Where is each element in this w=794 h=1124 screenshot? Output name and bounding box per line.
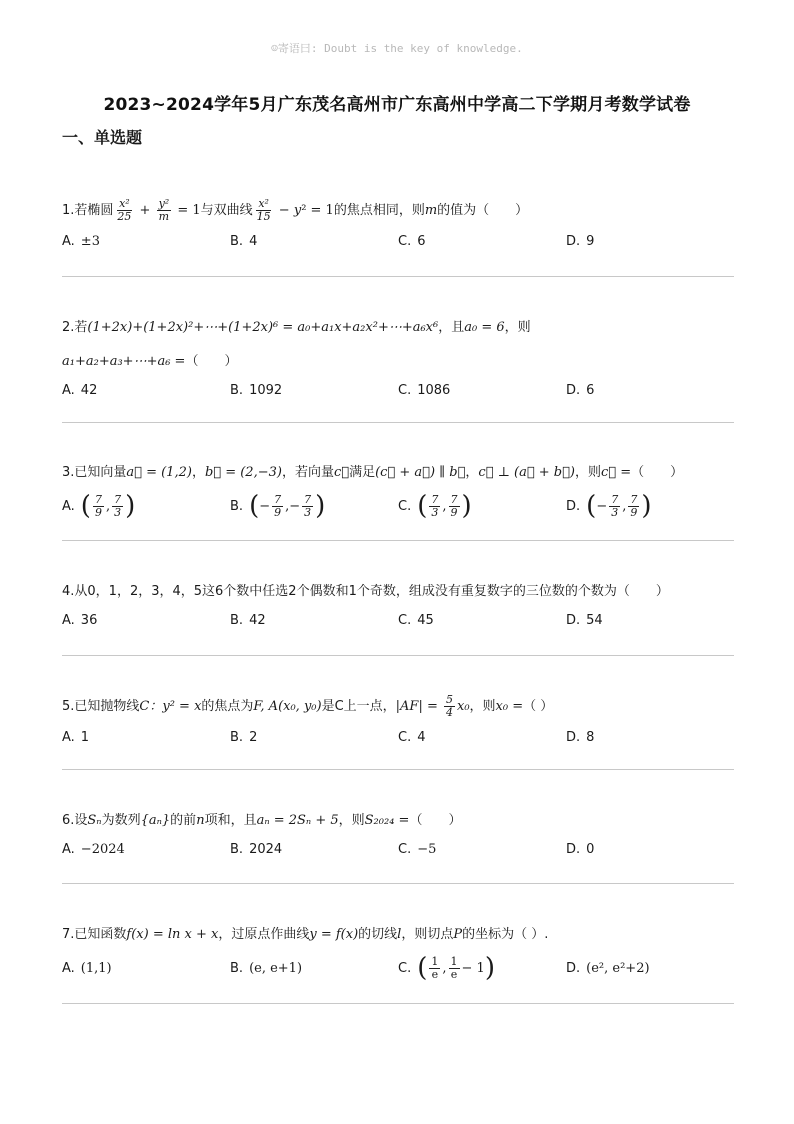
option-d[interactable]: D. 0 — [566, 841, 595, 857]
option-d[interactable]: D. 8 — [566, 729, 595, 745]
option-b[interactable]: B. 1092 — [230, 382, 283, 398]
option-b[interactable]: B. 42 — [230, 612, 266, 628]
question-4 — [62, 582, 734, 632]
options-row — [62, 378, 734, 402]
question-1 — [62, 198, 734, 253]
option-b[interactable]: B. 2024 — [230, 841, 283, 857]
divider — [62, 422, 734, 423]
question-stem: 7.已知函数f(x) = ln x + x，过原点作曲线y = f(x)的切线l，则切点P的坐标为（ ）. — [62, 927, 549, 942]
options-row — [62, 608, 734, 632]
question-stem: 6.设Sₙ为数列{aₙ}的前n项和，且aₙ = 2Sₙ + 5，则S₂₀₂₄ =（ ） — [62, 813, 462, 828]
divider — [62, 1003, 734, 1004]
divider — [62, 276, 734, 277]
option-b[interactable]: B. ( − $\frac{7}{9}$ ,− $\frac{7}{3}$ ) — [230, 491, 326, 521]
question-stem: 3.已知向量a⃗ = (1,2)，b⃗ = (2,−3)，若向量c⃗满足(c⃗ + a⃗) ∥ b⃗，c⃗ ⊥ (a⃗ + b⃗)，则c⃗ =（ ） — [62, 465, 684, 480]
options-row — [62, 725, 734, 749]
question-stem: 4.从0，1，2，3，4，5这6个数中任选2个偶数和1个奇数，组成没有重复数字的三位数的个数为（ ） — [62, 584, 669, 599]
question-5 — [62, 694, 734, 749]
option-a[interactable]: A. ( $\frac{7}{9}$ , $\frac{7}{3}$ ) — [62, 491, 136, 521]
question-stem-line2: a₁+a₂+a₃+⋯+a₆ =（ ） — [62, 354, 238, 369]
question-2 — [62, 318, 734, 402]
option-d[interactable]: D. 9 — [566, 233, 595, 249]
watermark: ☺寄语曰: Doubt is the key of knowledge. — [271, 42, 523, 55]
divider — [62, 540, 734, 541]
options-row — [62, 837, 734, 861]
option-c[interactable]: C. −5 — [398, 841, 437, 857]
option-a[interactable]: A. 1 — [62, 729, 90, 745]
option-b[interactable]: B. (e, e+1) — [230, 960, 303, 976]
option-d[interactable]: D. ( − $\frac{7}{3}$ , $\frac{7}{9}$ ) — [566, 491, 652, 521]
divider — [62, 769, 734, 770]
divider — [62, 655, 734, 656]
options-row — [62, 489, 734, 523]
question-6 — [62, 811, 734, 861]
option-c[interactable]: C. ( $\frac{1}{e}$ , $\frac{1}{e}$ − 1 ) — [398, 953, 495, 983]
option-b[interactable]: B. 4 — [230, 233, 258, 249]
option-d[interactable]: D. 6 — [566, 382, 595, 398]
option-c[interactable]: C. 4 — [398, 729, 426, 745]
option-a[interactable]: A. 42 — [62, 382, 98, 398]
options-row — [62, 951, 734, 985]
option-b[interactable]: B. 2 — [230, 729, 258, 745]
question-stem: 5.已知抛物线C：y² = x的焦点为F, A(x₀, y₀)是C上一点，|AF| = $\frac{5}{4}$ x₀，则x₀ =（ ） — [62, 693, 554, 719]
question-7 — [62, 925, 734, 985]
option-a[interactable]: A. ±3 — [62, 233, 100, 249]
option-a[interactable]: A. −2024 — [62, 841, 125, 857]
options-row — [62, 229, 734, 253]
option-a[interactable]: A. 36 — [62, 612, 98, 628]
option-c[interactable]: C. 45 — [398, 612, 434, 628]
divider — [62, 883, 734, 884]
option-d[interactable]: D. (e², e²+2) — [566, 960, 650, 976]
option-c[interactable]: C. 1086 — [398, 382, 451, 398]
page-title: 2023~2024学年5月广东茂名高州市广东高州中学高二下学期月考数学试卷 — [103, 95, 691, 115]
option-c[interactable]: C. ( $\frac{7}{3}$ , $\frac{7}{9}$ ) — [398, 491, 472, 521]
section-heading: 一、单选题 — [62, 128, 143, 147]
option-a[interactable]: A. (1,1) — [62, 960, 112, 976]
question-3 — [62, 463, 734, 523]
question-stem: 1.若椭圆 $\frac{\text{x²}}{25}$ + $\frac{\text{y²}}{m}$ = 1与双曲线 $\frac{\text{x²}}{15}$ − y² = 1的焦点相同，则m的值为（ ） — [62, 197, 529, 223]
option-c[interactable]: C. 6 — [398, 233, 426, 249]
option-d[interactable]: D. 54 — [566, 612, 603, 628]
question-stem: 2.若(1+2x)+(1+2x)²+⋯+(1+2x)⁶ = a₀+a₁x+a₂x²+⋯+a₆x⁶，且a₀ = 6，则 — [62, 320, 531, 335]
